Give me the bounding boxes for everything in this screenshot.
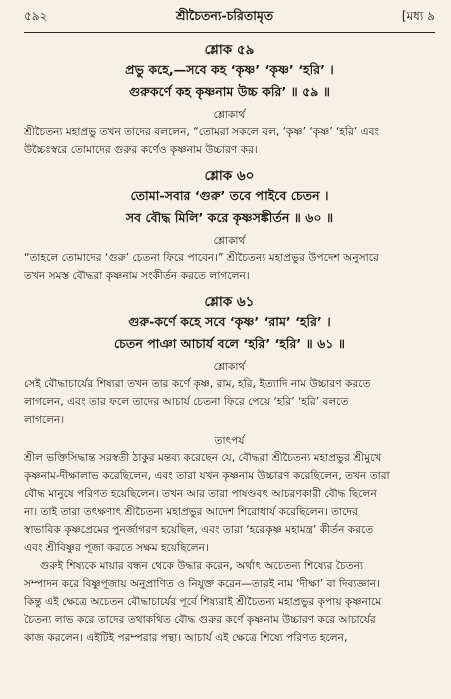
sloka-59-meaning-line: শ্রীচৈতন্য মহাপ্রভু তখন তাদের বললেন, “তোমরা সকলে বল, ‘কৃষ্ণ’ ‘কৃষ্ণ’ ‘হরি’ এবং (24, 126, 380, 138)
sloka-59-meaning-line: উচ্চৈঃস্বরে তোমাদের গুরুর কর্ণেও কৃষ্ণনাম উচ্চারণ কর। (24, 144, 258, 156)
purport-para-2-line: কাজ করলেন। এইটিই পরম্পরার পন্থা। আচার্য এই ক্ষেত্রে শিষ্যে পরিণত হলেন, (24, 632, 348, 644)
page-number: ৫৯২ (24, 9, 48, 23)
sloka-60-line-2: সব বৌদ্ধ মিলি’ করে কৃষ্ণসঙ্কীর্তন ॥ ৬০ ॥ (125, 210, 334, 225)
purport-label: তাৎপর্য (214, 435, 245, 447)
page-header (24, 0, 435, 30)
purport-para-1-line: বৌদ্ধ মানুষে পরিণত হয়েছিলেন। তখন আর তারা পাষণ্ডবৎ আচরণকারী বৌদ্ধ ছিলেন (24, 488, 377, 500)
sloka-61-line-2: চেতন পাঞা আচার্য বলে ‘হরি’ ‘হরি’ ॥ ৬১ ॥ (114, 336, 345, 351)
book-title: শ্রীচৈতন্য-চরিতামৃত (176, 8, 274, 23)
section-label: [মধ্য ৯ (401, 9, 435, 23)
purport-para-2-line: চৈতন্য লাভ করে তাদের তথাকথিত বৌদ্ধ গুরুর কর্ণে কৃষ্ণনাম উচ্চারণ করে আচার্যের (24, 614, 376, 626)
sloka-60-heading: শ্লোক ৬০ (204, 168, 255, 184)
sloka-61-line-1: গুরু-কর্ণে কহে সবে ‘কৃষ্ণ’ ‘রাম’ ‘হরি’ । (128, 314, 331, 329)
sloka-60-meaning-line: “তাহলে তোমাদের ‘গুরু’ চেতনা ফিরে পাবেন।” শ্রীচৈতন্য মহাপ্রভুর উপদেশ অনুসারে (24, 252, 379, 264)
purport-para-1-line: এবং শ্রীবিষ্ণুর পূজা করতে সক্ষম হয়েছিলেন। (24, 542, 209, 554)
purport-para-2-line: কিন্তু এই ক্ষেত্রে অচেতন বৌদ্ধাচার্যের পূর্বে শিষ্যরাই শ্রীচৈতন্য মহাপ্রভুর কৃপায় কৃষ্ণনামে (24, 596, 382, 608)
purport-para-1-line: স্বাভাবিক কৃষ্ণপ্রেমের পুনর্জাগরণ হয়েছিল, এবং তারা ‘হরেকৃষ্ণ মহামন্ত্র’ কীর্তন করতে (24, 524, 374, 536)
sloka-60-line-1: তোমা-সবার ‘গুরু’ তবে পাইবে চেতন । (130, 188, 329, 203)
sloka-60-meaning-label: শ্লোকার্থ (213, 235, 246, 247)
sloka-61-meaning-line: লাগলেন। (24, 414, 65, 426)
sloka-61-heading: শ্লোক ৬১ (204, 294, 255, 310)
purport-para-2-line: গুরুই শিষ্যকে মায়ার বন্ধন থেকে উদ্ধার করেন, অর্থাৎ অচেতন্য শিষ্যের চৈতন্য (40, 560, 364, 572)
purport-para-1-line: না। তাই তারা তৎক্ষণাৎ শ্রীচৈতন্য মহাপ্রভুর আদেশ শিরোধার্য করেছিলেন। তাদের (24, 506, 358, 518)
sloka-59-line-2: গুরুকর্ণে কহ কৃষ্ণনাম উচ্চ করি’ ॥ ৫৯ ॥ (129, 84, 330, 99)
sloka-59-line-1: প্রভু কহে,—সবে কহ ‘কৃষ্ণ’ ‘কৃষ্ণ’ ‘হরি’ । (125, 62, 334, 77)
sloka-61-meaning-line: সেই বৌদ্ধাচার্যের শিষ্যরা তখন তার কর্ণে কৃষ্ণ, রাম, হরি, ইত্যাদি নাম উচ্চারণ করতে (24, 378, 371, 390)
sloka-61-meaning-line: লাগলেন, এবং তার ফলে তাদের আচার্য চেতনা ফিরে পেয়ে ‘হরি’ ‘হরি’ বলতে (24, 396, 349, 408)
header-rule (24, 32, 435, 33)
sloka-59-heading: শ্লোক ৫৯ (204, 42, 255, 58)
purport-para-1-line: শ্রীল ভক্তিসিদ্ধান্ত সরস্বতী ঠাকুর মন্তব্য করেছেন যে, বৌদ্ধরা শ্রীচৈতন্য মহাপ্রভুর শ্রীমুখে (24, 452, 382, 464)
purport-para-2-line: সম্পাদন করে বিষ্ণুপূজায় অনুপ্রাণিত ও নিযুক্ত করেন—তারই নাম ‘দীক্ষা’ বা দিব্যজ্ঞান। (24, 578, 380, 590)
purport-para-1-line: কৃষ্ণনাম-দীক্ষালাভ করেছিলেন, এবং তারা যখন কৃষ্ণনাম উচ্চারণ করেছিলেন, তখন তারা (24, 470, 390, 482)
sloka-59-meaning-label: শ্লোকার্থ (213, 109, 246, 121)
sloka-61-meaning-label: শ্লোকার্থ (213, 361, 246, 373)
sloka-60-meaning-line: তখন সমস্ত বৌদ্ধরা কৃষ্ণনাম সংকীর্তন করতে লাগলেন। (24, 270, 250, 282)
